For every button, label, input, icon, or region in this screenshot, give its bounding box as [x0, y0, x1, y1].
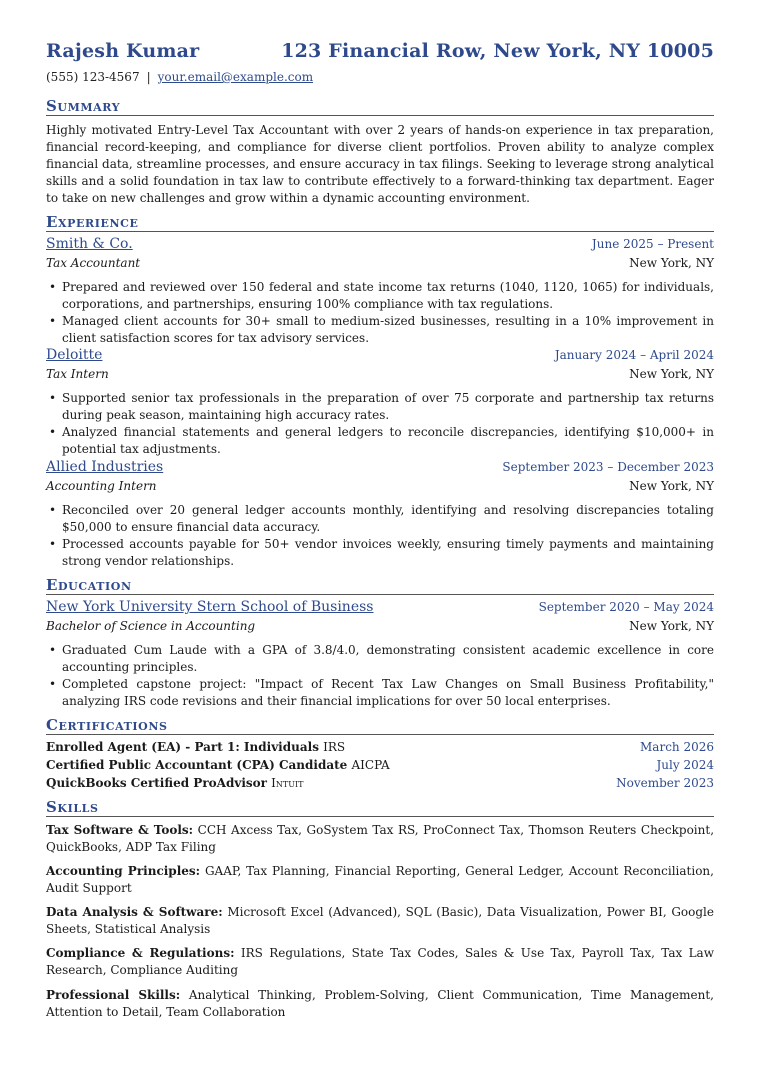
job-location: New York, NY — [629, 256, 714, 270]
phone: (555) 123-4567 — [46, 70, 140, 84]
skill-text: CCH Axcess Tax, GoSystem Tax RS, ProConnect Tax, Thomson Reuters Checkpoint, QuickBooks, ADP Tax Filing — [46, 823, 715, 854]
job-header — [46, 459, 714, 477]
list-item: • Graduated Cum Laude with a GPA of 3.8/4.0, demonstrating consistent academic excellence in core accounting principles. — [46, 642, 714, 676]
list-item: • Managed client accounts for 30+ small to medium-sized businesses, resulting in a 10% improvement in client satisfaction scores for tax advisory services. — [46, 313, 714, 347]
candidate-name: Rajesh Kumar — [46, 40, 200, 62]
skill-text: IRS Regulations, State Tax Codes, Sales & Use Tax, Payroll Tax, Tax Law Research, Compliance Auditing — [46, 946, 714, 977]
education-header — [46, 599, 714, 617]
job-subheader — [46, 367, 714, 383]
skill-row — [46, 822, 714, 856]
degree: Bachelor of Science in Accounting — [46, 619, 256, 633]
certification-name: Enrolled Agent (EA) - Part 1: Individuals — [46, 740, 319, 754]
skill-label: Compliance & Regulations: — [46, 946, 235, 960]
skill-text: Analytical Thinking, Problem-Solving, Client Communication, Time Management, Attention to Detail, Team Collaboration — [46, 988, 714, 1019]
job-subheader — [46, 479, 714, 495]
skills-heading: Skills — [46, 798, 714, 817]
education-location: New York, NY — [629, 619, 714, 633]
certification-issuer: Intuit — [271, 776, 304, 790]
list-item: • Prepared and reviewed over 150 federal and state income tax returns (1040, 1120, 1065) for individuals, corporations, and partnerships, ensuring 100% compliance with tax regulations. — [46, 279, 714, 313]
certification-name: QuickBooks Certified ProAdvisor — [46, 776, 267, 790]
skill-label: Accounting Principles: — [46, 864, 201, 878]
job-dates: January 2024 – April 2024 — [554, 348, 714, 362]
school-link[interactable]: New York University Stern School of Business — [46, 599, 374, 615]
education-heading: Education — [46, 576, 714, 595]
skill-row — [46, 863, 714, 897]
job-title: Tax Intern — [46, 367, 109, 381]
contact-separator: | — [146, 70, 151, 84]
job-bullets — [46, 390, 714, 458]
job-bullets — [46, 502, 714, 570]
header — [46, 40, 714, 66]
job-bullets — [46, 279, 714, 347]
certification-row — [46, 758, 714, 775]
skill-label: Tax Software & Tools: — [46, 823, 194, 837]
list-item: • Supported senior tax professionals in the preparation of over 75 corporate and partnership tax returns during peak season, maintaining high accuracy rates. — [46, 390, 714, 424]
job-title: Tax Accountant — [46, 256, 141, 270]
job-location: New York, NY — [629, 367, 714, 381]
job-subheader — [46, 256, 714, 272]
summary-heading: Summary — [46, 97, 714, 116]
job-title: Accounting Intern — [46, 479, 157, 493]
certification-row — [46, 740, 714, 757]
email-link[interactable]: your.email@example.com — [157, 70, 314, 84]
education-subheader — [46, 619, 714, 635]
list-item: • Completed capstone project: "Impact of Recent Tax Law Changes on Small Business Profitability," analyzing IRS code revisions and their financial implications for over 50 local enterprises. — [46, 676, 714, 710]
skill-row — [46, 987, 714, 1021]
job-dates: June 2025 – Present — [591, 237, 714, 251]
list-item: • Reconciled over 20 general ledger accounts monthly, identifying and resolving discrepancies totaling $50,000 to ensure financial data accuracy. — [46, 502, 714, 536]
employer-link[interactable]: Deloitte — [46, 347, 103, 363]
address: 123 Financial Row, New York, NY 10005 — [281, 40, 714, 62]
employer-link[interactable]: Allied Industries — [46, 459, 164, 475]
skill-label: Data Analysis & Software: — [46, 905, 223, 919]
skill-text: GAAP, Tax Planning, Financial Reporting, General Ledger, Account Reconciliation, Audit Support — [46, 864, 714, 895]
certification-date: November 2023 — [616, 776, 714, 790]
employer-link[interactable]: Smith & Co. — [46, 236, 133, 252]
certifications-heading: Certifications — [46, 716, 714, 735]
certification-row — [46, 776, 714, 793]
skill-text: Microsoft Excel (Advanced), SQL (Basic), Data Visualization, Power BI, Google Sheets, Statistical Analysis — [46, 905, 714, 936]
contact-line — [46, 70, 313, 84]
job-header — [46, 347, 714, 365]
certification-date: March 2026 — [640, 740, 714, 754]
skill-label: Professional Skills: — [46, 988, 181, 1002]
job-dates: September 2023 – December 2023 — [502, 460, 714, 474]
certification-issuer: IRS — [323, 740, 346, 754]
certification-name: Certified Public Accountant (CPA) Candidate — [46, 758, 348, 772]
job-header — [46, 236, 714, 254]
job-location: New York, NY — [629, 479, 714, 493]
education-bullets — [46, 642, 714, 710]
list-item: • Processed accounts payable for 50+ vendor invoices weekly, ensuring timely payments and maintaining strong vendor relationships. — [46, 536, 714, 570]
skill-row — [46, 904, 714, 938]
list-item: • Analyzed financial statements and general ledgers to reconcile discrepancies, identifying $10,000+ in potential tax adjustments. — [46, 424, 714, 458]
certification-issuer: AICPA — [351, 758, 390, 772]
summary-text: Highly motivated Entry-Level Tax Accountant with over 2 years of hands-on experience in tax preparation, financial record-keeping, and compliance for diverse client portfolios. Proven ability to analyze complex financial data, streamline processes, and ensure accuracy in tax filings. Seeking to leverage strong analytical skills and a solid foundation in tax law to contribute effectively to a forward-thinking tax department. Eager to take on new challenges and grow within a dynamic accounting environment. — [46, 123, 714, 205]
education-dates: September 2020 – May 2024 — [538, 600, 714, 614]
certification-date: July 2024 — [656, 758, 714, 772]
skill-row — [46, 945, 714, 979]
experience-heading: Experience — [46, 213, 714, 232]
